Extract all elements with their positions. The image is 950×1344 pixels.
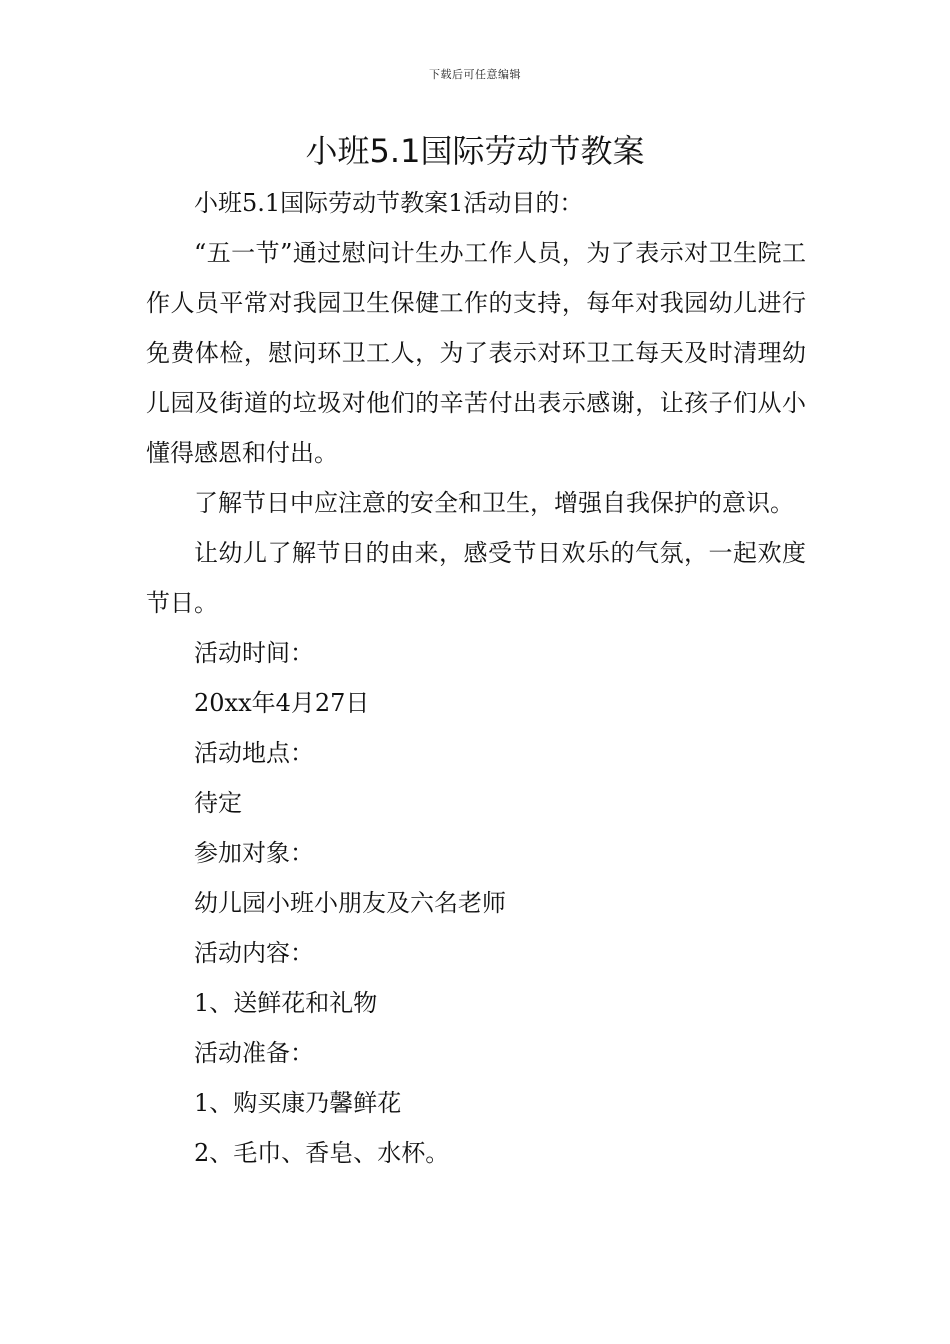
preparation-item-2: 2、毛巾、香皂、水杯。 [194, 1139, 450, 1167]
value-participants: 幼儿园小班小朋友及六名老师 [194, 889, 506, 917]
label-activity-location: 活动地点： [194, 739, 314, 767]
label-activity-content: 活动内容： [194, 939, 314, 967]
paragraph-origin: 让幼儿了解节日的由来，感受节日欢乐的气氛，一起欢度节日。 [146, 539, 806, 617]
label-preparation: 活动准备： [194, 1039, 314, 1067]
value-activity-time: 20xx年4月27日 [194, 689, 370, 717]
label-activity-time: 活动时间： [194, 639, 314, 667]
paragraph-safety: 了解节日中应注意的安全和卫生，增强自我保护的意识。 [194, 489, 794, 517]
preparation-item-1: 1、购买康乃馨鲜花 [194, 1089, 402, 1117]
intro-line: 小班5.1国际劳动节教案1活动目的： [194, 189, 584, 217]
content-item-1: 1、送鲜花和礼物 [194, 989, 378, 1017]
label-participants: 参加对象： [194, 839, 314, 867]
document-body [146, 178, 806, 1178]
paragraph-purpose: “五一节”通过慰问计生办工作人员，为了表示对卫生院工作人员平常对我园卫生保健工作的支持，每年对我园幼儿进行免费体检，慰问环卫工人，为了表示对环卫工每天及时清理幼儿园及街道的垃圾对他们的辛苦付出表示感谢，让孩子们从小懂得感恩和付出。 [146, 239, 806, 467]
value-activity-location: 待定 [194, 789, 242, 817]
header-note: 下载后可任意编辑 [429, 68, 521, 81]
document-title: 小班5.1国际劳动节教案 [305, 132, 645, 170]
